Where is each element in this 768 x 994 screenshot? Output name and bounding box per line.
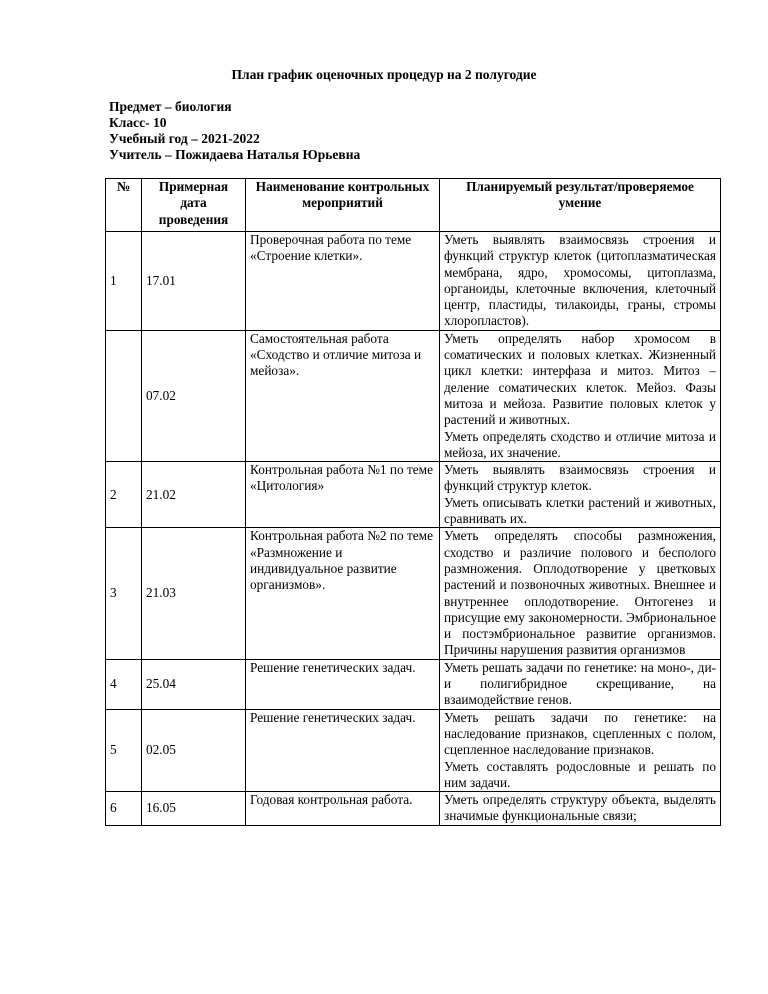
row-number: 3: [106, 528, 142, 659]
row-event: Контрольная работа №1 по теме «Цитология»: [246, 462, 440, 528]
row-result: [440, 330, 721, 461]
table-header-row: [106, 179, 721, 232]
result-paragraph: Уметь определять структуру объекта, выделять значимые функциональные связи;: [444, 792, 716, 824]
row-event: Решение генетических задач.: [246, 659, 440, 709]
row-result: [440, 792, 721, 826]
header-event: Наименование контрольных мероприятий: [246, 179, 440, 232]
table-row: [106, 659, 721, 709]
row-number: 4: [106, 659, 142, 709]
row-event: Контрольная работа №2 по теме «Размножение и индивидуальное развитие организмов».: [246, 528, 440, 659]
result-paragraph: Уметь определять набор хромосом в соматических и половых клетках. Жизненный цикл клетки: интерфаза и митоз. Митоз – деление соматических клеток. Мейоз. Фазы митоза и мейоза. Развитие половых клеток у растений и животных.: [444, 330, 716, 428]
row-number: [106, 330, 142, 461]
row-date: 16.05: [142, 792, 246, 826]
table-row: [106, 232, 721, 331]
header-result: Планируемый результат/проверяемое умение: [440, 179, 721, 232]
row-date: 17.01: [142, 232, 246, 331]
table-row: [106, 528, 721, 659]
result-paragraph: Уметь описывать клетки растений и животных, сравнивать их.: [444, 494, 716, 527]
row-date: 02.05: [142, 709, 246, 791]
subject-line: Предмет – биология: [109, 99, 232, 114]
document-meta: [109, 99, 360, 163]
row-event: Решение генетических задач.: [246, 709, 440, 791]
row-number: 5: [106, 709, 142, 791]
teacher-line: Учитель – Пожидаева Наталья Юрьевна: [109, 147, 361, 162]
row-result: [440, 232, 721, 331]
result-paragraph: Уметь определять сходство и отличие митоза и мейоза, их значение.: [444, 428, 716, 460]
assessment-schedule-table: [105, 178, 721, 826]
row-date: 21.02: [142, 462, 246, 528]
header-number: №: [106, 179, 142, 232]
table-row: [106, 709, 721, 791]
row-result: [440, 709, 721, 791]
result-paragraph: Уметь составлять родословные и решать по ним задачи.: [444, 758, 716, 790]
table-row: [106, 462, 721, 528]
table-row: [106, 792, 721, 826]
result-paragraph: Уметь выявлять взаимосвязь строения и функций структур клеток.: [444, 462, 716, 494]
header-date: Примерная дата проведения: [142, 179, 246, 232]
row-date: 25.04: [142, 659, 246, 709]
row-number: 6: [106, 792, 142, 826]
row-result: [440, 528, 721, 659]
row-event: Проверочная работа по теме «Строение клетки».: [246, 232, 440, 331]
table-row: [106, 330, 721, 461]
class-line: Класс- 10: [109, 115, 167, 130]
row-result: [440, 659, 721, 709]
row-date: 07.02: [142, 330, 246, 461]
result-paragraph: Уметь решать задачи по генетике: на моно-, ди- и полигибридное скрещивание, на взаимодействие генов.: [444, 659, 716, 708]
row-event: Самостоятельная работа «Сходство и отличие митоза и мейоза».: [246, 330, 440, 461]
school-year-line: Учебный год – 2021-2022: [109, 131, 260, 146]
result-paragraph: Уметь решать задачи по генетике: на наследование признаков, сцепленных с полом, сцепленное наследование признаков.: [444, 709, 716, 758]
result-paragraph: Уметь определять способы размножения, сходство и различие полового и бесполого размножения. Оплодотворение у цветковых растений и позвоночных животных. Внешнее и внутреннее оплодотворение. Онтогенез и присущие ему закономерности. Эмбриональное и постэмбриональное развитие организмов. Причины нарушения развития организмов: [444, 528, 716, 658]
page-title: План график оценочных процедур на 2 полугодие: [231, 67, 537, 82]
row-event: Годовая контрольная работа.: [246, 792, 440, 826]
row-result: [440, 462, 721, 528]
row-number: 1: [106, 232, 142, 331]
row-date: 21.03: [142, 528, 246, 659]
result-paragraph: Уметь выявлять взаимосвязь строения и функций структур клеток (цитоплазматическая мембрана, ядро, хромосомы, цитоплазма, органоиды, клеточные включения, клеточный центр, пластиды, тилакоиды, граны, стромы хлоропластов).: [444, 232, 716, 329]
row-number: 2: [106, 462, 142, 528]
